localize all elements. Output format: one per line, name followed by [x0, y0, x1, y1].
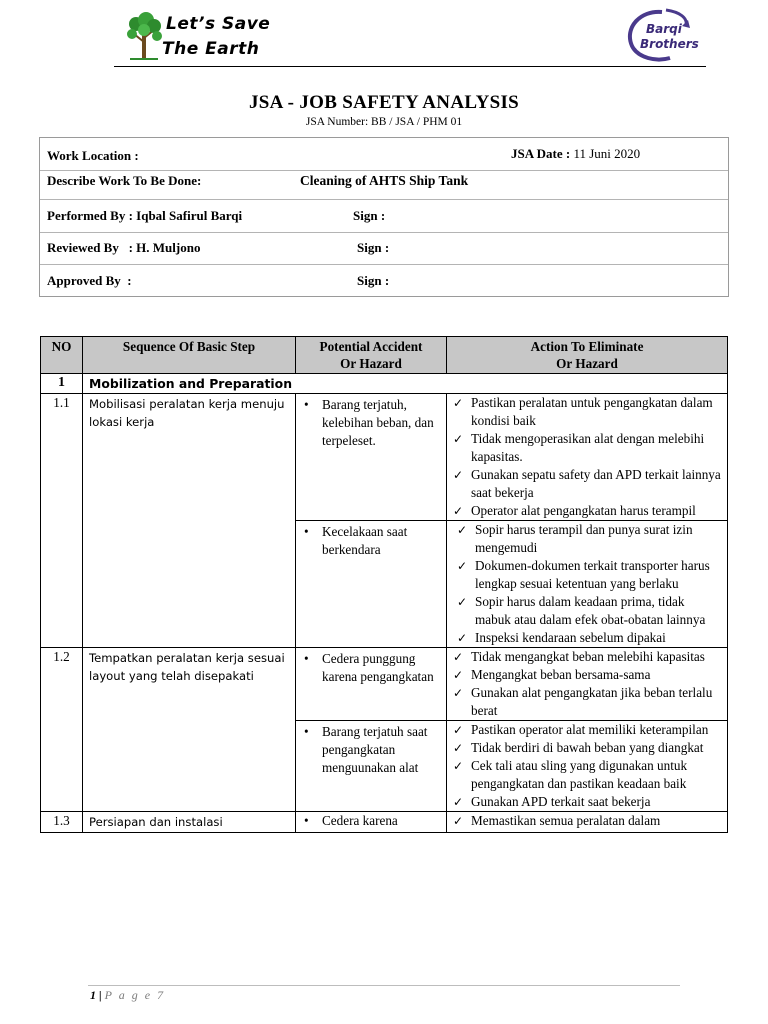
action-item: ✓ Gunakan APD terkait saat bekerja [451, 793, 721, 811]
info-row-approved [40, 265, 728, 297]
table-row [41, 648, 728, 721]
hazard-cell [296, 394, 447, 521]
action-cell [447, 812, 728, 833]
page-number: 1 [90, 988, 96, 1002]
header-no: NO [41, 337, 83, 374]
action-cell [447, 394, 728, 521]
jsa-date-value: 11 Juni 2020 [573, 146, 641, 161]
page-footer [90, 988, 165, 1003]
hazard-item: • Barang terjatuh saat pengangkatan menguunakan alat [304, 723, 440, 777]
action-item: ✓ Pastikan operator alat memiliki keterampilan [451, 721, 721, 739]
action-item: ✓ Mengangkat beban bersama-sama [451, 666, 721, 684]
reviewed-by: Reviewed By : H. Muljono [47, 240, 201, 255]
action-cell [447, 521, 728, 648]
action-item: ✓ Tidak berdiri di bawah beban yang diangkat [451, 739, 721, 757]
info-row-location [40, 138, 728, 171]
step-description: Tempatkan peralatan kerja sesuai layout yang telah disepakati [83, 648, 296, 812]
hazard-item: • Kecelakaan saat berkendara [304, 523, 440, 559]
table-row [41, 812, 728, 833]
jsa-table [40, 336, 728, 833]
action-item: ✓ Tidak mengangkat beban melebihi kapasitas [451, 648, 721, 666]
logo-text-barqi: Barqi [646, 22, 682, 36]
action-item: ✓ Dokumen-dokumen terkait transporter harus lengkap sesuai ketentuan yang berlaku [455, 557, 721, 593]
section-row [41, 374, 728, 394]
jsa-date-label: JSA Date : [511, 146, 571, 161]
reviewed-sign-label: Sign : [357, 240, 390, 255]
work-location-label: Work Location : [47, 148, 139, 163]
section-number: 1 [41, 374, 83, 394]
action-item: ✓ Operator alat pengangkatan harus terampil [451, 502, 721, 520]
page-separator: | [99, 988, 102, 1002]
hazard-item: • Cedera punggung karena pengangkatan [304, 650, 440, 686]
info-row-describe [40, 171, 728, 200]
header-action-line1: Action To Eliminate [530, 339, 644, 354]
action-cell [447, 721, 728, 812]
action-item: ✓ Pastikan peralatan untuk pengangkatan dalam kondisi baik [451, 394, 721, 430]
action-item: ✓ Cek tali atau sling yang digunakan untuk pengangkatan dan pastikan keadaan baik [451, 757, 721, 793]
page-label: P a g e 7 [104, 988, 166, 1002]
footer-divider [88, 985, 680, 986]
table-row [41, 394, 728, 521]
info-row-performed [40, 200, 728, 233]
lets-save-the-earth-logo [120, 10, 270, 62]
job-info-box [39, 137, 729, 297]
action-item: ✓ Memastikan semua peralatan dalam [451, 812, 721, 830]
hazard-cell [296, 521, 447, 648]
hazard-cell [296, 812, 447, 833]
hazard-cell [296, 721, 447, 812]
approved-by: Approved By : [47, 273, 132, 288]
document-title: JSA - JOB SAFETY ANALYSIS [248, 92, 520, 113]
header-step: Sequence Of Basic Step [83, 337, 296, 374]
table-header-row [41, 337, 728, 374]
barqi-brothers-logo [622, 6, 704, 64]
describe-work-label: Describe Work To Be Done: [47, 173, 202, 188]
action-item: ✓ Sopir harus dalam keadaan prima, tidak mabuk atau dalam efek obat-obatan lainnya [455, 593, 721, 629]
performed-sign-label: Sign : [353, 208, 386, 223]
action-item: ✓ Gunakan sepatu safety dan APD terkait lainnya saat bekerja [451, 466, 721, 502]
header-hazard-line2: Or Hazard [340, 356, 402, 371]
approved-sign-label: Sign : [357, 273, 390, 288]
logo-text-line1: Let’s Save [166, 14, 271, 34]
header-action-line2: Or Hazard [556, 356, 618, 371]
header-hazard-line1: Potential Accident [319, 339, 423, 354]
hazard-item: • Barang terjatuh, kelebihan beban, dan terpeleset. [304, 396, 440, 450]
step-number: 1.2 [41, 648, 83, 812]
action-item: ✓ Sopir harus terampil dan punya surat izin mengemudi [455, 521, 721, 557]
describe-work-value: Cleaning of AHTS Ship Tank [300, 173, 469, 188]
jsa-date [511, 146, 640, 162]
header-divider [114, 66, 706, 67]
header-hazard [296, 337, 447, 374]
logo-text-brothers: Brothers [640, 37, 699, 51]
header-action [447, 337, 728, 374]
jsa-number: JSA Number: BB / JSA / PHM 01 [305, 116, 463, 128]
step-number: 1.3 [41, 812, 83, 833]
logo-text-line2: The Earth [162, 39, 260, 59]
hazard-cell [296, 648, 447, 721]
action-cell [447, 648, 728, 721]
action-item: ✓ Gunakan alat pengangkatan jika beban terlalu berat [451, 684, 721, 720]
info-row-reviewed [40, 233, 728, 265]
action-item: ✓ Tidak mengoperasikan alat dengan melebihi kapasitas. [451, 430, 721, 466]
performed-by: Performed By : Iqbal Safirul Barqi [47, 208, 243, 223]
section-title: Mobilization and Preparation [83, 374, 728, 394]
action-item: ✓ Inspeksi kendaraan sebelum dipakai [455, 629, 721, 647]
step-description: Mobilisasi peralatan kerja menuju lokasi kerja [83, 394, 296, 648]
step-description: Persiapan dan instalasi [83, 812, 296, 833]
tree-icon [124, 12, 164, 60]
hazard-item: • Cedera karena [304, 812, 440, 830]
step-number: 1.1 [41, 394, 83, 648]
